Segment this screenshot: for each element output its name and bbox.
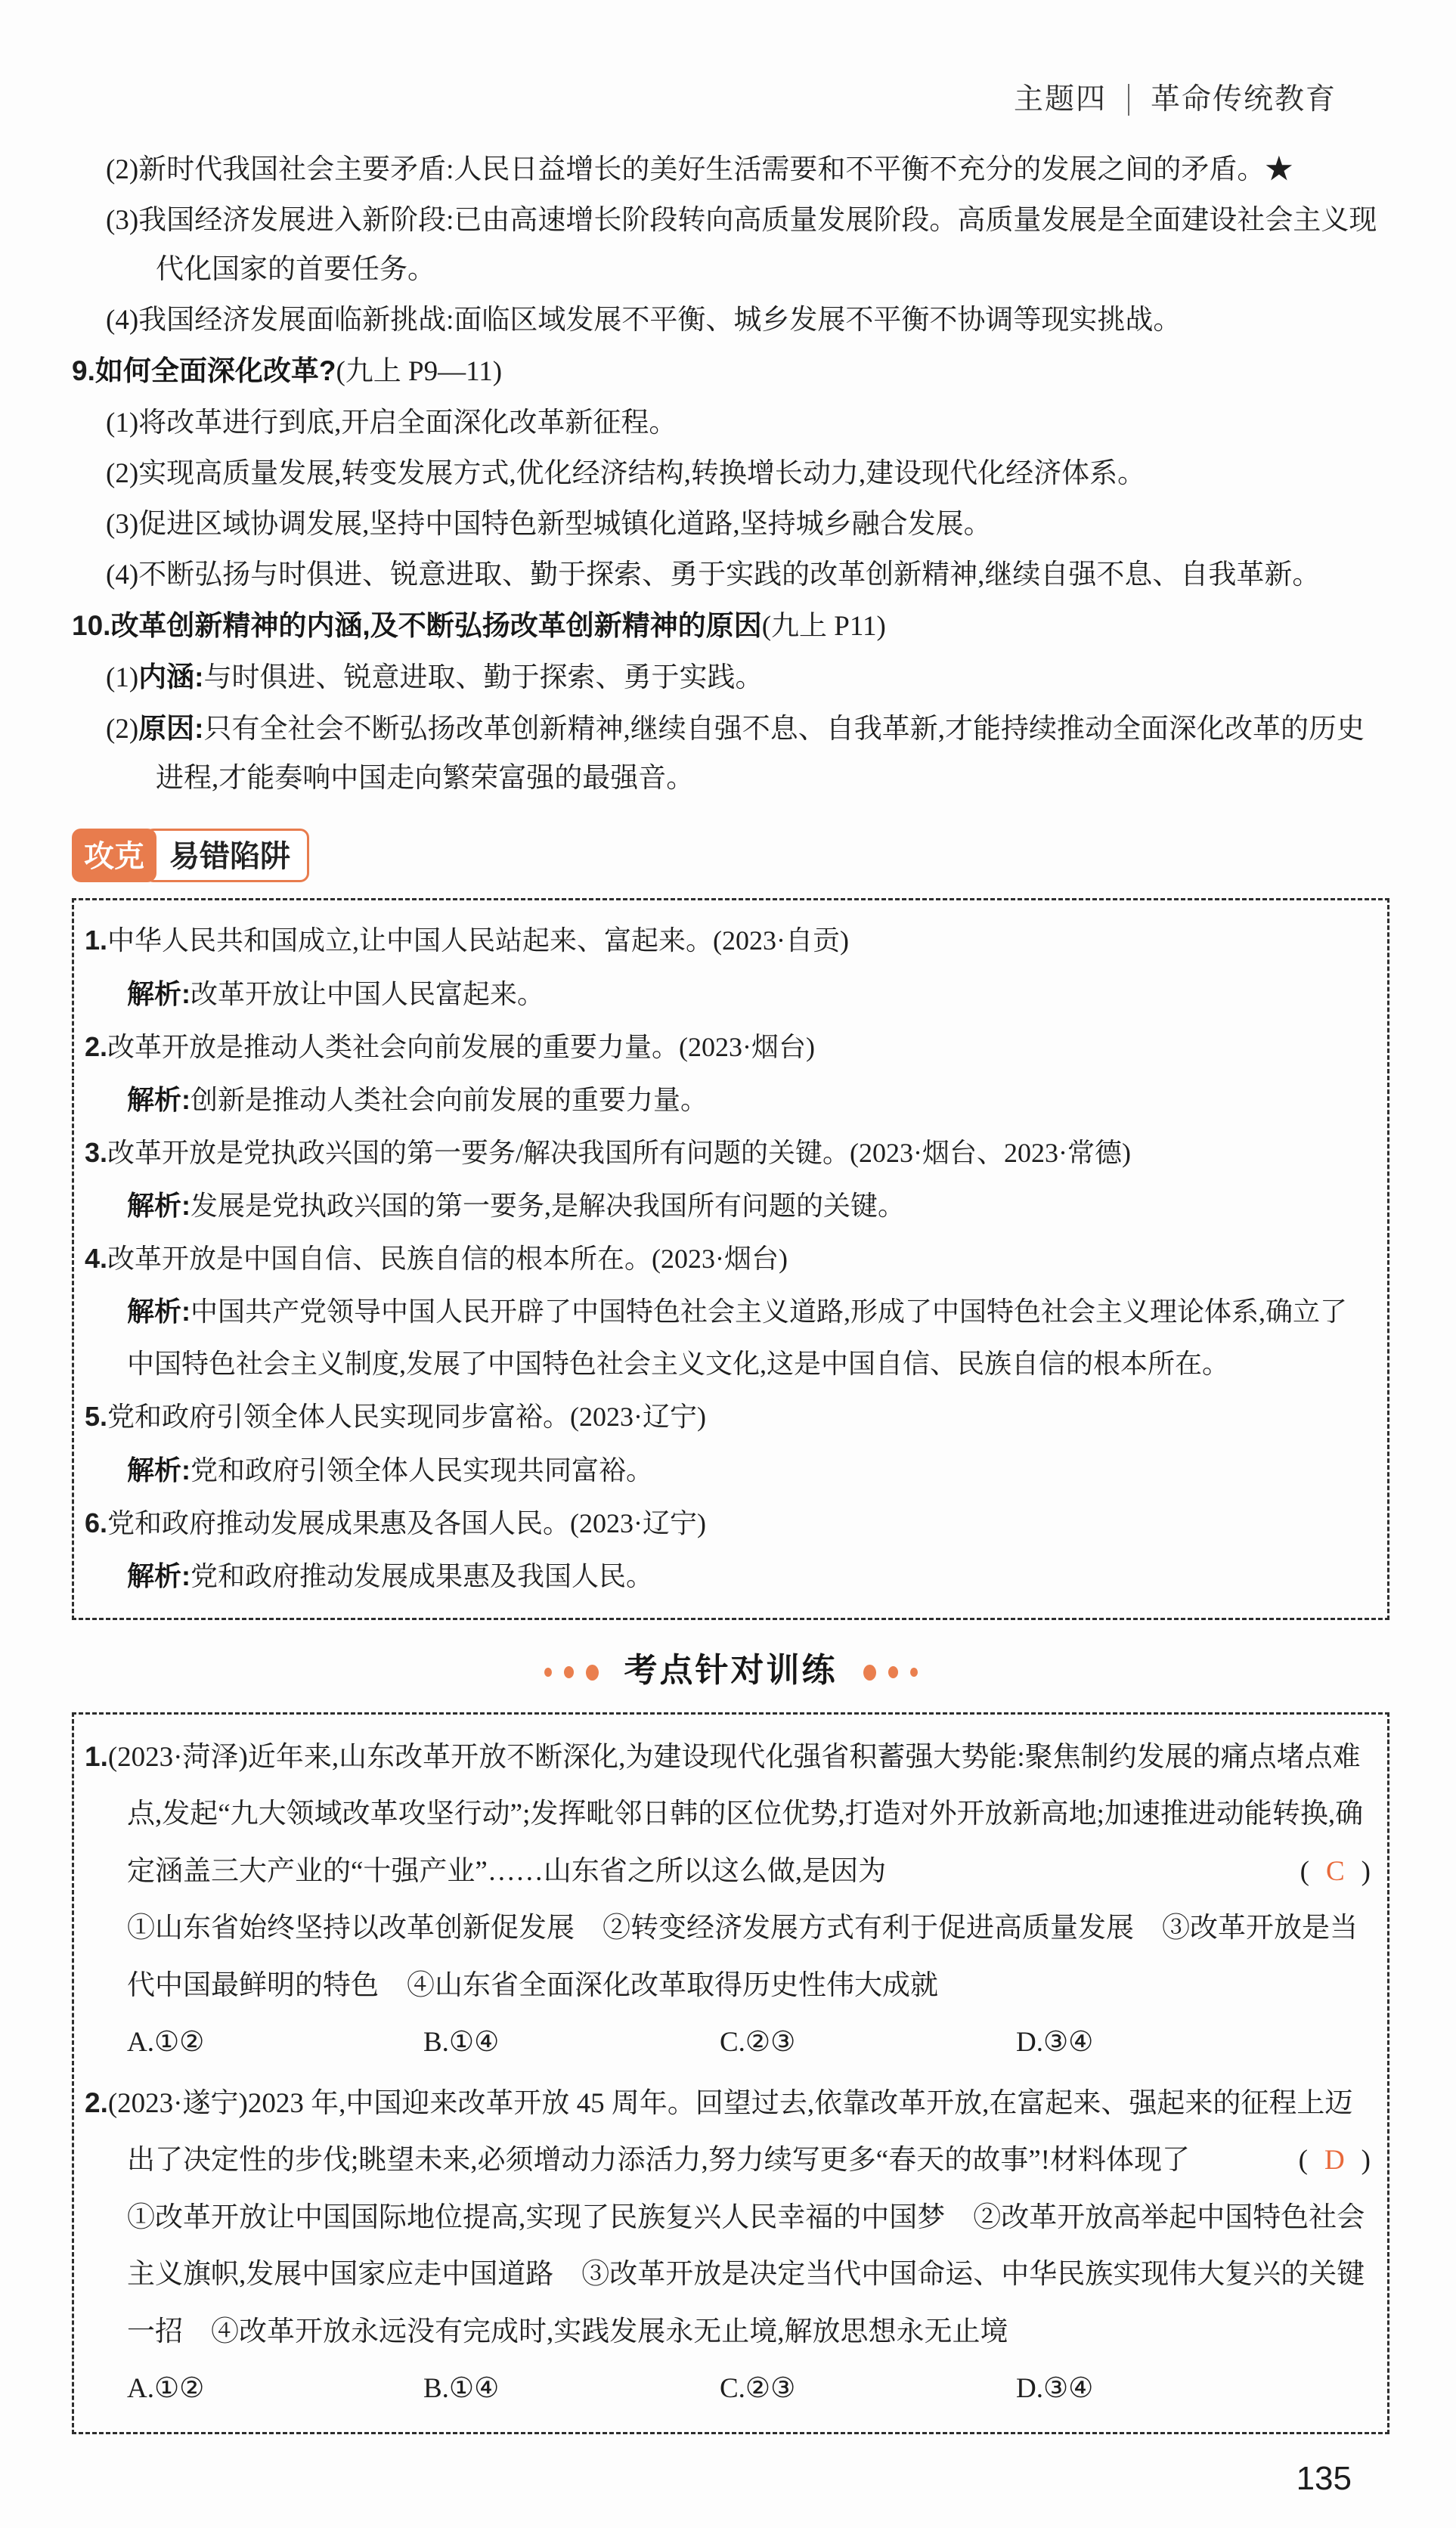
pitfall-claim: 4.改革开放是中国自信、民族自信的根本所在。(2023·烟台) — [85, 1243, 788, 1275]
pitfall-analysis: 解析:中国共产党领导中国人民开辟了中国特色社会主义道路,形成了中国特色社会主义理论体系,确立了中国特色社会主义制度,发展了中国特色社会主义文化,这是中国自信、民族自信的根本所在。 — [127, 1296, 1348, 1380]
training-box — [72, 1712, 1389, 2435]
knowledge-point: (2)原因:只有全社会不断弘扬改革创新精神,继续自强不息、自我革新,才能持续推动全面深化改革的历史进程,才能奏响中国走向繁荣富强的最强音。 — [106, 713, 1365, 795]
pitfall-analysis: 解析:创新是推动人类社会向前发展的重要力量。 — [127, 1083, 708, 1115]
choice-c: C.②③ — [720, 2373, 796, 2404]
question-heading: 10.改革创新精神的内涵,及不断弘扬改革创新精神的原因(九上 P11) — [72, 609, 886, 642]
answer-slot: ( C ) — [1300, 1855, 1371, 1887]
badge-title: 易错陷阱 — [144, 829, 309, 882]
choice-c: C.②③ — [720, 2027, 796, 2059]
choice-d: D.③④ — [1016, 2373, 1094, 2404]
answer-letter: C — [1325, 1855, 1345, 1887]
question-choices — [127, 2014, 1371, 2071]
knowledge-point: (1)将改革进行到底,开启全面深化改革新征程。 — [106, 407, 677, 438]
header-divider — [1128, 84, 1129, 116]
choice-a: A.①② — [127, 2027, 205, 2059]
knowledge-point: (3)我国经济发展进入新阶段:已由高速增长阶段转向高质量发展阶段。高质量发展是全面建设社会主义现代化国家的首要任务。 — [106, 205, 1377, 286]
question-heading: 9.如何全面深化改革?(九上 P9—11) — [72, 355, 503, 388]
question-choices — [127, 2360, 1371, 2417]
knowledge-point: (2)新时代我国社会主要矛盾:人民日益增长的美好生活需要和不平衡不充分的发展之间的矛盾。★ — [106, 154, 1293, 185]
training-heading — [72, 1643, 1389, 1691]
accent-dots-left-icon — [538, 1652, 605, 1689]
pitfall-claim: 2.改革开放是推动人类社会向前发展的重要力量。(2023·烟台) — [85, 1030, 816, 1062]
page-number: 135 — [1296, 2460, 1352, 2498]
pitfall-claim: 6.党和政府推动发展成果惠及各国人民。(2023·辽宁) — [85, 1507, 707, 1538]
pitfall-claim: 5.党和政府引领全体人民实现同步富裕。(2023·辽宁) — [85, 1401, 707, 1433]
pitfalls-box — [72, 898, 1389, 1619]
page-header — [72, 76, 1389, 118]
pitfall-analysis: 解析:党和政府推动发展成果惠及我国人民。 — [127, 1560, 654, 1591]
choice-a: A.①② — [127, 2373, 205, 2404]
pitfall-analysis: 解析:党和政府引领全体人民实现共同富裕。 — [127, 1454, 654, 1486]
header-title: 革命传统教育 — [1150, 83, 1337, 116]
knowledge-point: (4)不断弘扬与时俱进、锐意进取、勤于探索、勇于实践的改革创新精神,继续自强不息、自我革新。 — [106, 559, 1321, 590]
choice-b: B.①④ — [423, 2027, 500, 2059]
choice-d: D.③④ — [1016, 2027, 1094, 2059]
answer-letter: D — [1324, 2145, 1345, 2176]
badge-tag: 攻克 — [72, 829, 156, 882]
pitfall-claim: 3.改革开放是党执政兴国的第一要务/解决我国所有问题的关键。(2023·烟台、2023·常德) — [85, 1136, 1132, 1168]
pitfalls-badge — [72, 829, 1389, 878]
answer-slot: ( D ) — [1298, 2145, 1371, 2176]
knowledge-point: (4)我国经济发展面临新挑战:面临区域发展不平衡、城乡发展不平衡不协调等现实挑战。 — [106, 305, 1182, 336]
pitfall-analysis: 解析:发展是党执政兴国的第一要务,是解决我国所有问题的关键。 — [127, 1189, 906, 1221]
choice-b: B.①④ — [423, 2373, 500, 2404]
question-options: ①山东省始终坚持以改革创新促发展 ②转变经济发展方式有利于促进高质量发展 ③改革开放是当代中国最鲜明的特色 ④山东省全面深化改革取得历史性伟大成就 — [127, 1913, 1358, 2001]
pitfall-analysis: 解析:改革开放让中国人民富起来。 — [127, 977, 545, 1009]
knowledge-point: (2)实现高质量发展,转变发展方式,优化经济结构,转换增长动力,建设现代化经济体系。 — [106, 457, 1146, 489]
knowledge-outline — [72, 145, 1389, 803]
knowledge-point: (3)促进区域协调发展,坚持中国特色新型城镇化道路,坚持城乡融合发展。 — [106, 508, 992, 540]
knowledge-point: (1)内涵:与时俱进、锐意进取、勤于探索、勇于实践。 — [106, 661, 764, 694]
pitfall-claim: 1.中华人民共和国成立,让中国人民站起来、富起来。(2023·自贡) — [85, 925, 850, 956]
training-heading-label: 考点针对训练 — [624, 1651, 838, 1689]
accent-dots-right-icon — [857, 1652, 924, 1689]
question-stem: 2.(2023·遂宁)2023 年,中国迎来改革开放 45 周年。回望过去,依靠改革开放,在富起来、强起来的征程上迈出了决定性的步伐;眺望未来,必须增动力添活力,努力续写更多“春天的故事”!材料体现了 ( D ) — [85, 2074, 1371, 2189]
header-theme: 主题四 — [1013, 83, 1107, 116]
question-stem: 1.(2023·菏泽)近年来,山东改革开放不断深化,为建设现代化强省积蓄强大势能:聚焦制约发展的痛点堵点难点,发起“九大领域改革攻坚行动”;发挥毗邻日韩的区位优势,打造对外开放新高地;加速推进动能转换,确定涵盖三大产业的“十强产业”……山东省之所以这么做,是因为 ( C ) — [85, 1728, 1371, 1900]
question-options: ①改革开放让中国国际地位提高,实现了民族复兴人民幸福的中国梦 ②改革开放高举起中国特色社会主义旗帜,发展中国家应走中国道路 ③改革开放是决定当代中国命运、中华民族实现伟大复兴的关键一招 ④改革开放永远没有完成时,实践发展永无止境,解放思想永无止境 — [127, 2201, 1365, 2347]
